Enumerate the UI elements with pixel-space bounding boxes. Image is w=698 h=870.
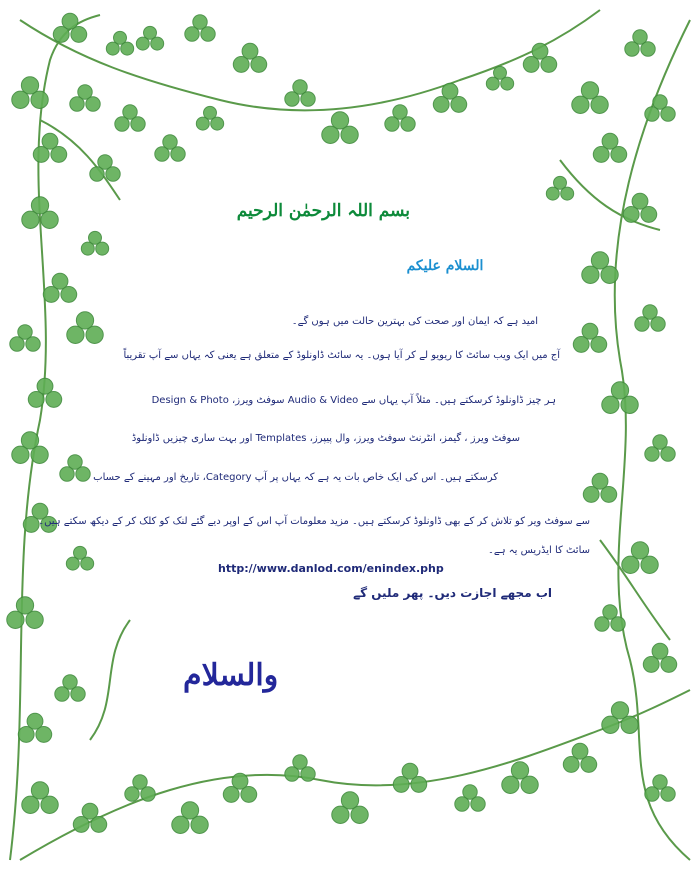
clover-leaf xyxy=(70,85,100,111)
clover-leaf xyxy=(12,77,48,109)
vine-stem xyxy=(90,620,130,740)
clover-leaf xyxy=(185,15,215,41)
clover-leaf xyxy=(196,106,223,130)
clover-leaf xyxy=(385,105,415,131)
clover-leaf xyxy=(625,30,655,56)
paragraph-line: آج میں ایک ویب سائٹ کا ریویو لے کر آیا ہوں۔ یہ سائٹ ڈاونلوڈ کے متعلق ہے یعنی کہ یہاں سے آپ تقریباً xyxy=(123,350,560,361)
vine-stem xyxy=(20,690,690,860)
clover-leaf xyxy=(67,312,103,344)
clover-leaf xyxy=(602,382,638,414)
clover-leaf xyxy=(172,802,208,834)
paragraph-line: ہر چیز ڈاونلوڈ کرسکتے ہیں۔ مثلاً آپ یہاں سے Audio & Video سوفٹ ویرز، Design & Photo xyxy=(151,395,556,406)
clover-leaf xyxy=(602,702,638,734)
clover-leaf xyxy=(22,782,58,814)
clover-leaf xyxy=(582,252,618,284)
clover-leaf xyxy=(106,31,133,55)
clover-leaf xyxy=(81,231,108,255)
clover-leaf xyxy=(455,785,485,811)
clover-leaf xyxy=(233,43,266,72)
clover-leaf xyxy=(393,763,426,792)
paragraph-line: امید ہے کہ ایمان اور صحت کی بہترین حالت میں ہوں گے۔ xyxy=(291,316,538,327)
clover-leaf xyxy=(523,43,556,72)
clover-leaf xyxy=(573,323,606,352)
paragraph-line: سوفٹ ویرز ، گیمز، انٹرنٹ سوفٹ ویرز، وال پیپرز، Templates اور بہت ساری چیزیں ڈاونلوڈ xyxy=(131,433,520,444)
clover-leaf xyxy=(125,775,155,801)
clover-leaf xyxy=(593,133,626,162)
clover-leaf xyxy=(155,135,185,161)
clover-leaf xyxy=(622,542,658,574)
clover-leaf xyxy=(66,546,93,570)
clover-leaf xyxy=(322,112,358,144)
vine-stem xyxy=(615,20,690,860)
clover-leaf xyxy=(53,13,86,42)
clover-leaf xyxy=(643,643,676,672)
clover-leaf xyxy=(623,193,656,222)
clover-leaf xyxy=(563,743,596,772)
clover-leaf xyxy=(60,455,90,481)
clover-leaf xyxy=(583,473,616,502)
site-url-link[interactable]: http://www.danlod.com/enindex.php xyxy=(218,562,444,575)
clover-leaf xyxy=(285,80,315,106)
clover-leaf xyxy=(502,762,538,794)
clover-leaf xyxy=(332,792,368,824)
clover-leaf xyxy=(73,803,106,832)
clover-leaf xyxy=(645,95,675,121)
bismillah-heading: بسم اللہ الرحمٰن الرحیم xyxy=(236,201,410,221)
paragraph-line: سے سوفٹ ویر کو تلاش کر کے بھی ڈاونلوڈ کرسکتے ہیں۔ مزید معلومات آپ اس کے اوپر دیے گئے لنک کو کلک کر کے دیکھ سکتے ہیں۔ xyxy=(38,516,590,527)
clover-leaf xyxy=(645,435,675,461)
clover-leaf xyxy=(115,105,145,131)
closing-signature: والسلام xyxy=(183,658,279,693)
clover-leaf xyxy=(43,273,76,302)
paragraph-line: کرسکتے ہیں۔ اس کی ایک خاص بات یہ ہے کہ یہاں پر آپ Category، تاریخ اور مہینے کے حساب xyxy=(93,472,498,483)
farewell-text: اب مجھے اجازت دیں۔ پھر ملیں گے xyxy=(353,586,552,600)
paragraph-line: سائٹ کا ایڈریس یہ ہے۔ xyxy=(488,545,590,556)
clover-leaf xyxy=(10,325,40,351)
clover-leaf xyxy=(12,432,48,464)
clover-leaf xyxy=(18,713,51,742)
clover-leaf xyxy=(546,176,573,200)
clover-leaf xyxy=(7,597,43,629)
greeting-heading: السلام علیکم xyxy=(406,258,484,274)
clover-leaf xyxy=(28,378,61,407)
clover-leaf xyxy=(55,675,85,701)
clover-leaf xyxy=(572,82,608,114)
clover-leaf xyxy=(645,775,675,801)
clover-leaf xyxy=(136,26,163,50)
clover-leaf xyxy=(635,305,665,331)
